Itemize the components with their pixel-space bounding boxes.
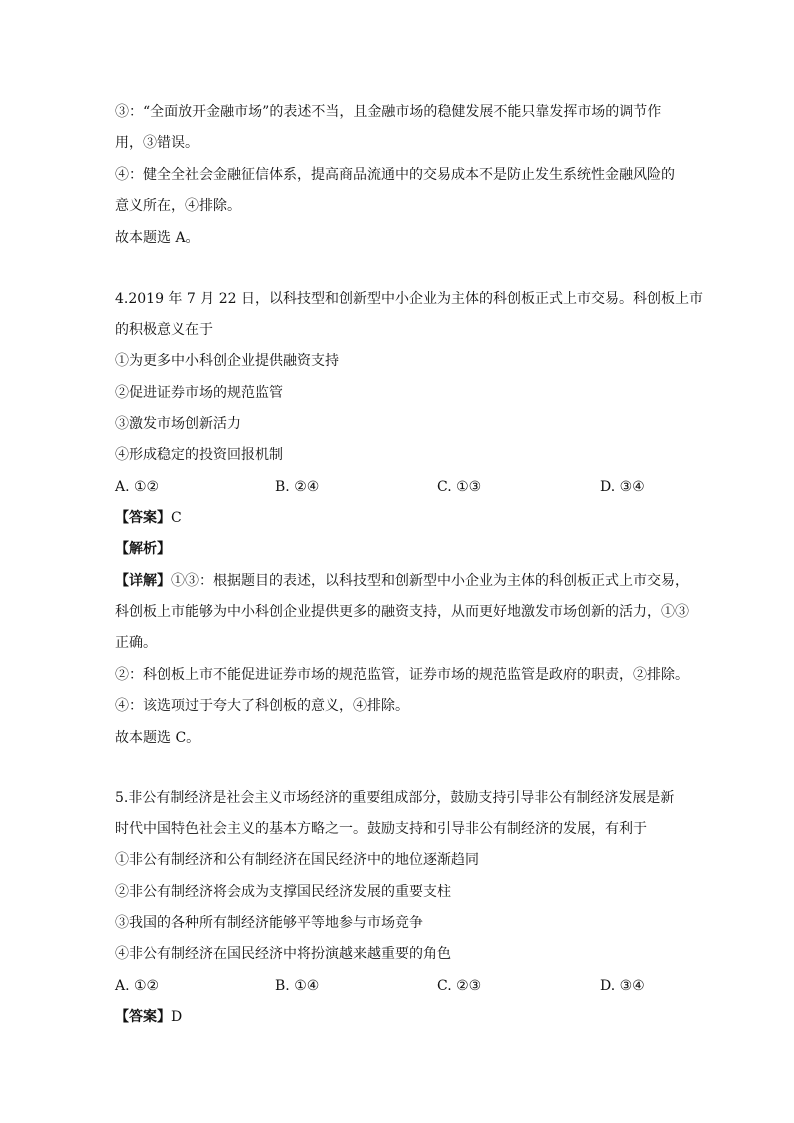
q4-answer-value: C (171, 510, 182, 526)
q4-options (115, 477, 675, 497)
q4-answer (115, 508, 182, 528)
q5-item-4: ④非公有制经济在国民经济中将扮演越来越重要的角色 (115, 946, 451, 962)
prev-analysis-4-line-1: ④：健全全社会金融征信体系，提高商品流通中的交易成本不是防止发生系统性金融风险的 (115, 167, 675, 183)
q4-stem-line-1: 4.2019 年 7 月 22 日，以科技型和创新型中小企业为主体的科创板正式上市交易。科创板上市 (115, 291, 703, 307)
q4-detail-line-3: 正确。 (115, 635, 157, 651)
q5-options (115, 976, 675, 996)
q4-analysis-tag: 【解析】 (115, 541, 171, 557)
q4-item-4: ④形成稳定的投资回报机制 (115, 447, 283, 463)
q5-option-b: B. ①④ (275, 978, 320, 994)
q5-item-2: ②非公有制经济将会成为支撑国民经济发展的重要支柱 (115, 884, 451, 900)
q5-stem-line-1: 5.非公有制经济是社会主义市场经济的重要组成部分，鼓励支持引导非公有制经济发展是新 (115, 790, 675, 806)
q4-item-3: ③激发市场创新活力 (115, 416, 241, 432)
q5-option-c: C. ②③ (437, 978, 482, 994)
q4-option-a: A. ①② (115, 479, 160, 495)
q5-option-a: A. ①② (115, 978, 160, 994)
q4-option-b: B. ②④ (275, 479, 320, 495)
q4-stem-line-2: 的积极意义在于 (115, 322, 213, 338)
q4-detail-line-2: 科创板上市能够为中小科创企业提供更多的融资支持，从而更好地激发市场创新的活力，①③ (115, 604, 689, 620)
q5-stem-line-2: 时代中国特色社会主义的基本方略之一。鼓励支持和引导非公有制经济的发展，有利于 (115, 821, 647, 837)
q4-item-2: ②促进证券市场的规范监管 (115, 385, 283, 401)
q4-item-1: ①为更多中小科创企业提供融资支持 (115, 353, 339, 369)
q4-option-c: C. ①③ (437, 479, 482, 495)
prev-analysis-3-line-2: 用，③错误。 (115, 135, 199, 151)
prev-analysis-3-line-1: ③：“全面放开金融市场”的表述不当，且金融市场的稳健发展不能只靠发挥市场的调节作 (115, 104, 662, 120)
q5-answer-tag: 【答案】 (115, 1009, 171, 1025)
q4-detail-2: ②：科创板上市不能促进证券市场的规范监管，证券市场的规范监管是政府的职责，②排除。 (115, 667, 689, 683)
q5-item-1: ①非公有制经济和公有制经济在国民经济中的地位逐渐趋同 (115, 852, 479, 868)
q4-detail-line-1 (115, 571, 689, 591)
q5-option-d: D. ③④ (600, 978, 645, 994)
prev-conclusion: 故本题选 A。 (115, 230, 200, 246)
q5-item-3: ③我国的各种所有制经济能够平等地参与市场竞争 (115, 915, 423, 931)
prev-analysis-4-line-2: 意义所在，④排除。 (115, 198, 241, 214)
q4-detail-4: ④：该选项过于夸大了科创板的意义，④排除。 (115, 698, 409, 714)
q4-detail-text-1: ①③：根据题目的表述，以科技型和创新型中小企业为主体的科创板正式上市交易， (171, 573, 689, 589)
q4-conclusion: 故本题选 C。 (115, 730, 201, 746)
q5-answer (115, 1007, 182, 1027)
q4-answer-tag: 【答案】 (115, 510, 171, 526)
q4-option-d: D. ③④ (600, 479, 645, 495)
q4-detail-tag: 【详解】 (115, 573, 171, 589)
q5-answer-value: D (171, 1009, 183, 1025)
